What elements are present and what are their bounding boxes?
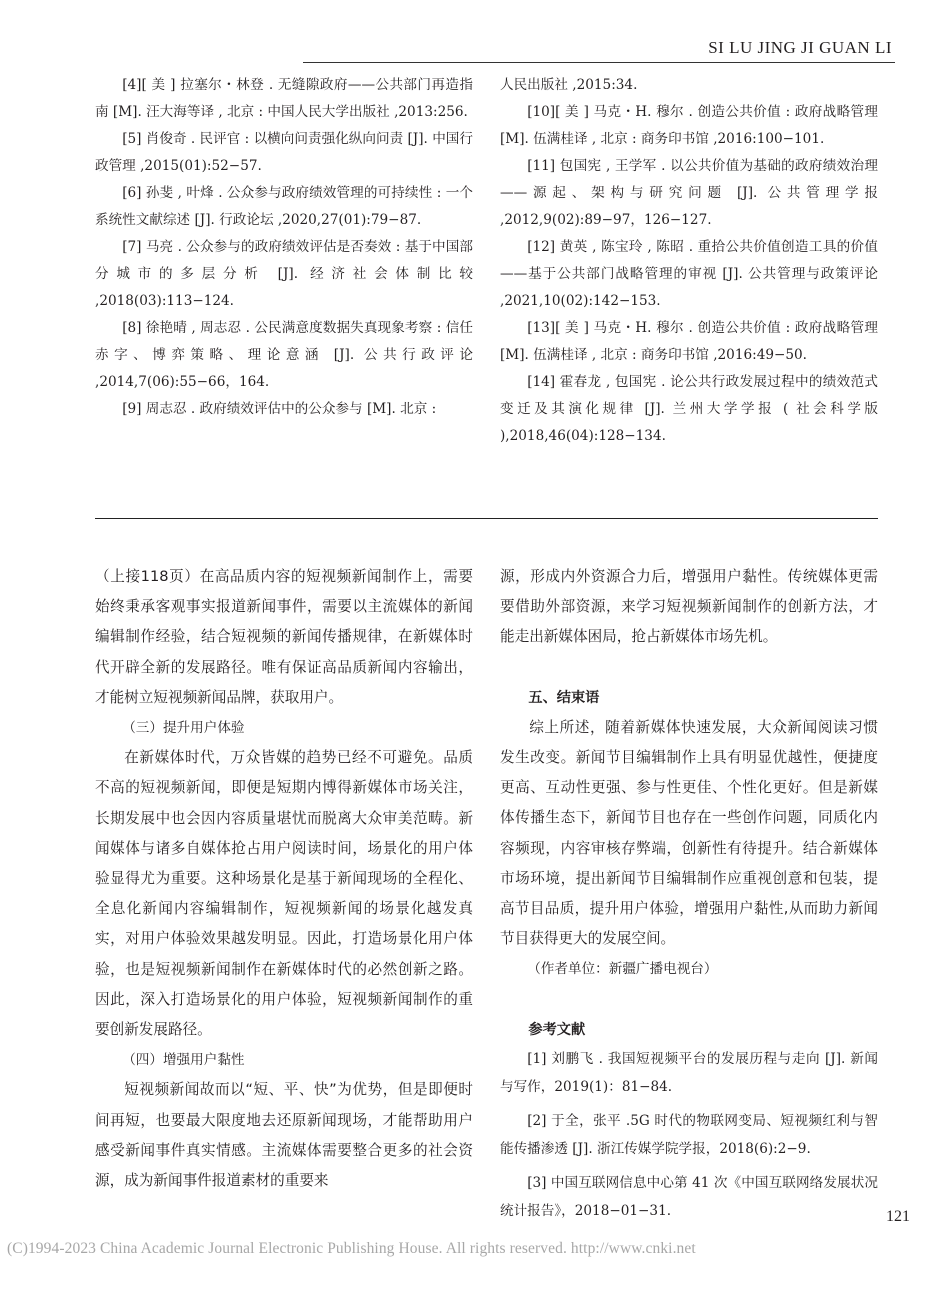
body-paragraph: 短视频新闻故而以“短、平、快”为优势，但是即便时间再短，也要最大限度地去还原新闻现场，才能帮助用户感受新闻事件真实情感。主流媒体需要整合更多的社会资源，成为新闻事件报道素材的重要来 <box>95 1081 473 1190</box>
article-body-right-column <box>500 562 878 1231</box>
reference-item: [11] 包国宪 , 王学军 . 以公共价值为基础的政府绩效治理——源起、架构与研究问题 [J]. 公共管理学报 ,2012,9(02):89−97，126−127. <box>500 158 878 228</box>
subsection-heading: （三）提升用户体验 <box>122 720 245 737</box>
copyright-footer: (C)1994-2023 China Academic Journal Electronic Publishing House. All rights reserved. http://www.cnki.net <box>7 1240 696 1257</box>
reference-item: [2] 于全，张平 .5G 时代的物联网变局、短视频红利与智能传播渗透 [J]. 浙江传媒学院学报，2018(6):2−9. <box>500 1112 878 1157</box>
article-body-left-column <box>95 562 473 1196</box>
reference-item: [12] 黄英 , 陈宝玲 , 陈昭 . 重拾公共价值创造工具的价值——基于公共部门战略管理的审视 [J]. 公共管理与政策评论 ,2021,10(02):142−153. <box>500 239 878 309</box>
reference-item: [1] 刘鹏飞 . 我国短视频平台的发展历程与走向 [J]. 新闻与写作，2019(1)：81−84. <box>500 1050 878 1095</box>
reference-continuation: 人民出版社 ,2015:34. <box>500 77 638 93</box>
section-separator-rule <box>95 518 878 519</box>
reference-item: [6] 孙斐 , 叶烽 . 公众参与政府绩效管理的可持续性 : 一个系统性文献综述 [J]. 行政论坛 ,2020,27(01):79−87. <box>95 185 473 228</box>
section-heading: 五、结束语 <box>528 689 600 706</box>
reference-item: [5] 肖俊奇 . 民评官 : 以横向问责强化纵向问责 [J]. 中国行政管理 ,2015(01):52−57. <box>95 131 473 174</box>
reference-item: [10][ 美 ] 马克・H. 穆尔 . 创造公共价值 : 政府战略管理 [M]. 伍满桂译 , 北京 : 商务印书馆 ,2016:100−101. <box>500 104 878 147</box>
spacer <box>500 653 878 683</box>
reference-item: [14] 霍春龙 , 包国宪 . 论公共行政发展过程中的绩效范式变迁及其演化规律 [J]. 兰州大学学报 ( 社会科学版 ),2018,46(04):128−134. <box>500 374 878 444</box>
reference-item: [3] 中国互联网信息中心第 41 次《中国互联网络发展状况统计报告》，2018−01−31. <box>500 1174 878 1219</box>
references-list <box>500 1045 878 1225</box>
body-paragraph: 源，形成内外资源合力后，增强用户黏性。传统媒体更需要借助外部资源，来学习短视频新闻制作的创新方法，才能走出新媒体困局，抢占新媒体市场先机。 <box>500 568 878 646</box>
body-paragraph: （上接118页）在高品质内容的短视频新闻制作上，需要始终秉承客观事实报道新闻事件，需要以主流媒体的新闻编辑制作经验，结合短视频的新闻传播规律，在新媒体时代开辟全新的发展路径。唯有保证高品质新闻内容输出，才能树立短视频新闻品牌，获取用户。 <box>95 568 473 706</box>
references-heading: 参考文献 <box>528 1021 586 1038</box>
body-paragraph: 在新媒体时代，万众皆媒的趋势已经不可避免。品质不高的短视频新闻，即便是短期内博得新媒体市场关注，长期发展中也会因内容质量堪忧而脱离大众审美范畴。新闻媒体与诸多自媒体抢占用户阅读时间，场景化的用户体验显得尤为重要。这种场景化是基于新闻现场的全程化、全息化新闻内容编辑制作，短视频新闻的场景化越发真实，对用户体验效果越发明显。因此，打造场景化用户体验，也是短视频新闻制作在新媒体时代的必然创新之路。因此，深入打造场景化的用户体验，短视频新闻制作的重要创新发展路径。 <box>95 749 473 1039</box>
subsection-heading: （四）增强用户黏性 <box>122 1052 245 1069</box>
references-continued-right <box>500 72 878 450</box>
reference-item: [13][ 美 ] 马克・H. 穆尔 . 创造公共价值 : 政府战略管理 [M]. 伍满桂译 , 北京 : 商务印书馆 ,2016:49−50. <box>500 320 878 363</box>
spacer <box>500 985 878 1015</box>
body-paragraph: 综上所述，随着新媒体快速发展，大众新闻阅读习惯发生改变。新闻节目编辑制作上具有明显优越性，便捷度更高、互动性更强、参与性更佳、个性化更好。但是新媒体传播生态下，新闻节目也存在一些创作问题，同质化内容频现，内容审核存弊端，创新性有待提升。结合新媒体市场环境，提出新闻节目编辑制作应重视创意和包装，提高节目品质，提升用户体验，增强用户黏性,从而助力新闻节目获得更大的发展空间。 <box>500 718 878 948</box>
author-affiliation: （作者单位：新疆广播电视台） <box>527 961 718 978</box>
journal-header-title: SI LU JING JI GUAN LI <box>708 38 892 57</box>
reference-item: [7] 马亮 . 公众参与的政府绩效评估是否奏效 : 基于中国部分城市的多层分析 [J]. 经济社会体制比较 ,2018(03):113−124. <box>95 239 473 309</box>
reference-item: [9] 周志忍 . 政府绩效评估中的公众参与 [M]. 北京 : <box>122 401 437 417</box>
page-number: 121 <box>886 1208 910 1225</box>
references-continued-left <box>95 72 473 423</box>
reference-item: [4][ 美 ] 拉塞尔・林登 . 无缝隙政府——公共部门再造指南 [M]. 汪大海等译 , 北京 : 中国人民大学出版社 ,2013:256. <box>95 77 473 120</box>
header-rule <box>303 62 895 63</box>
reference-item: [8] 徐艳晴 , 周志忍 . 公民满意度数据失真现象考察 : 信任赤字、博弈策略、理论意涵 [J]. 公共行政评论 ,2014,7(06):55−66，164. <box>95 320 473 390</box>
